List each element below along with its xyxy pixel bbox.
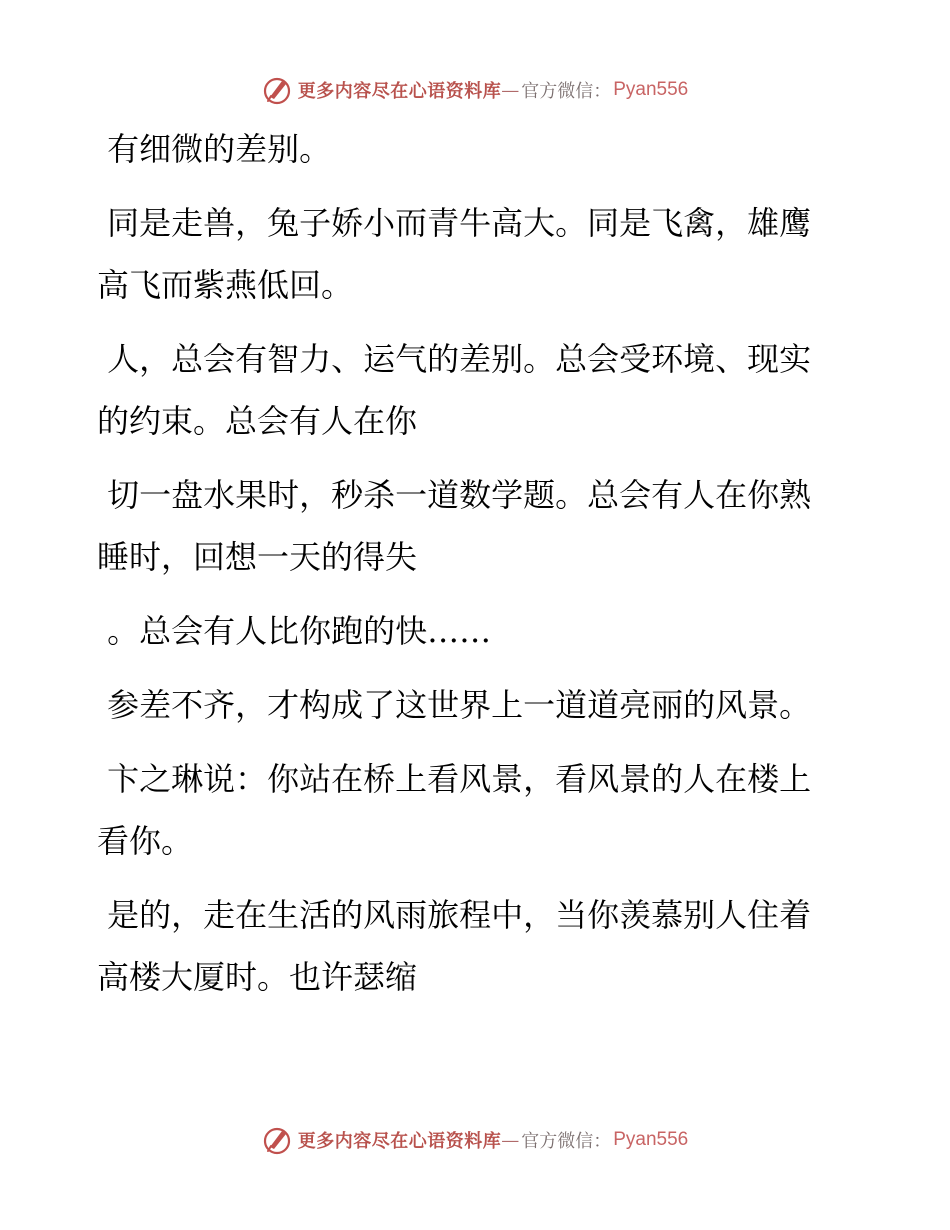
document-body bbox=[97, 118, 837, 1020]
paragraph: 同是走兽，兔子娇小而青牛高大。同是飞禽，雄鹰高飞而紫燕低回。 bbox=[97, 204, 812, 304]
paragraph: 人，总会有智力、运气的差别。总会受环境、现实的约束。总会有人在你 bbox=[97, 340, 812, 440]
paragraph: 。总会有人比你跑的快…… bbox=[97, 612, 492, 650]
quill-logo-icon bbox=[262, 1125, 292, 1155]
watermark-account: Pyan556 bbox=[613, 1129, 689, 1150]
paragraph: 切一盘水果时，秒杀一道数学题。总会有人在你熟睡时，回想一天的得失 bbox=[97, 476, 812, 576]
watermark-dash: — bbox=[501, 79, 520, 101]
watermark-dash: — bbox=[501, 1129, 520, 1151]
paragraph: 卞之琳说：你站在桥上看风景，看风景的人在楼上看你。 bbox=[97, 760, 812, 860]
paragraph: 是的，走在生活的风雨旅程中，当你羡慕别人住着高楼大厦时。也许瑟缩 bbox=[97, 896, 812, 996]
watermark-label: 官方微信： bbox=[521, 1131, 612, 1152]
paragraph: 参差不齐，才构成了这世界上一道道亮丽的风景。 bbox=[97, 686, 812, 724]
watermark-account: Pyan556 bbox=[613, 79, 689, 100]
watermark-text: 更多内容尽在心语资料库 bbox=[297, 81, 502, 102]
paragraph: 有细微的差别。 bbox=[97, 130, 332, 168]
header-watermark bbox=[0, 70, 950, 110]
quill-logo-icon bbox=[262, 75, 292, 105]
watermark-text: 更多内容尽在心语资料库 bbox=[297, 1131, 502, 1152]
footer-watermark bbox=[0, 1120, 950, 1160]
watermark-label: 官方微信： bbox=[521, 81, 612, 102]
